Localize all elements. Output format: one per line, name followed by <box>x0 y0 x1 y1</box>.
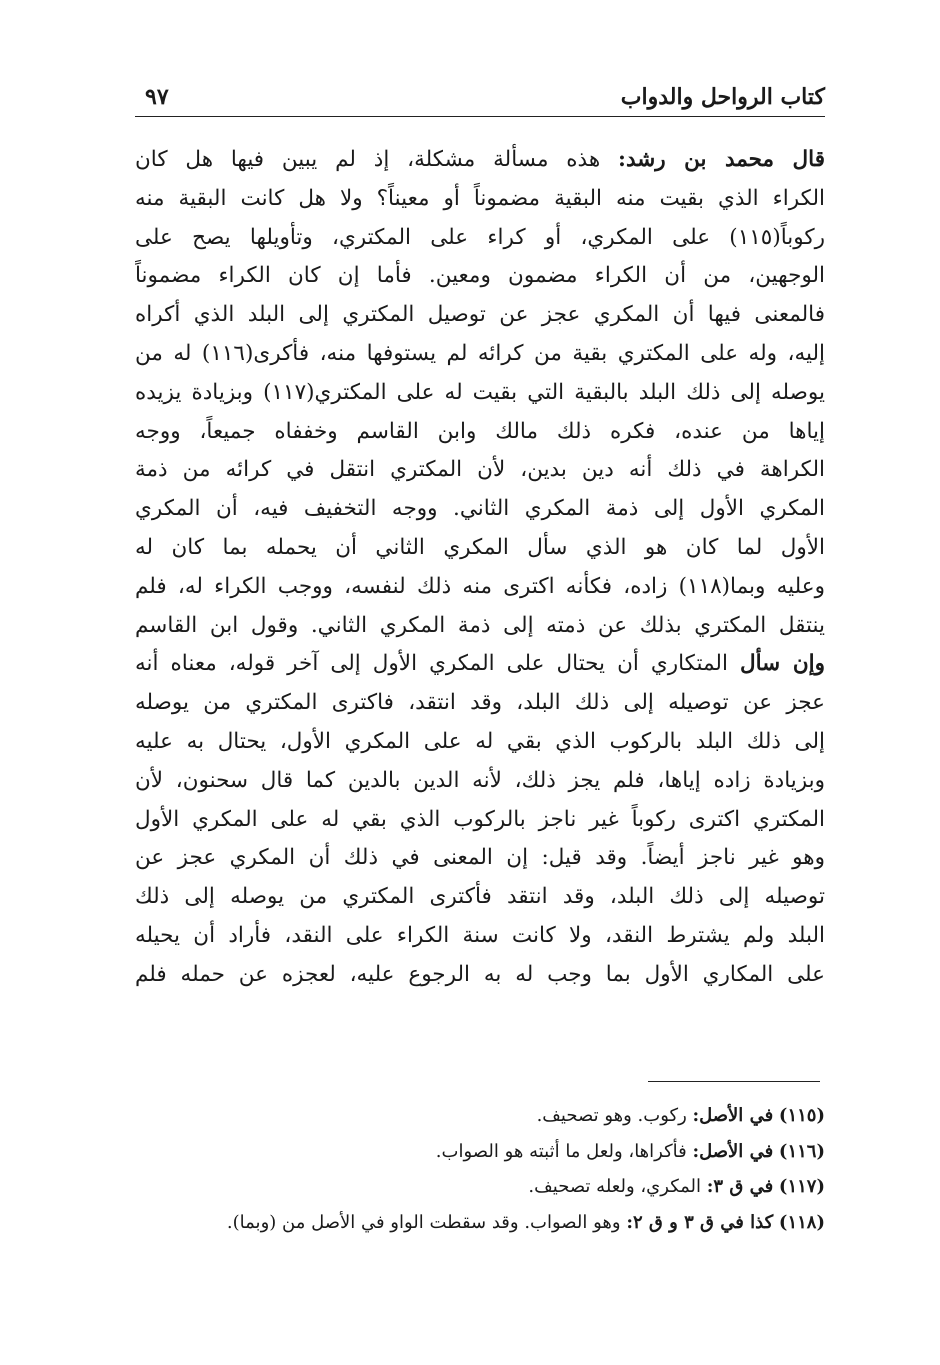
page-number: ٩٧ <box>145 84 169 110</box>
text-line: يوصله إلى ذلك البلد بالبقية التي بقيت له على المكتري(١١٧) وبزيادة يزيده <box>135 379 825 405</box>
footnote-source: في الأصل: <box>692 1140 774 1162</box>
text-line: الأول لما كان هو الذي سأل المكري الثاني أن يحمله بما كان له <box>135 534 825 560</box>
footnote-text: وهو الصواب. وقد سقطت الواو في الأصل من (وبما). <box>226 1211 627 1233</box>
footnote-number: (١١٦) <box>778 1140 825 1162</box>
text-line: المكتري اكترى ركوباً غير ناجز بالركوب الذي بقي له على المكري الأول <box>135 806 825 832</box>
text-line: عجز عن توصيله إلى ذلك البلد، وقد انتقد، فاكترى المكتري من يوصله <box>135 690 825 716</box>
text-line: ينتقل المكتري بذلك عن ذمته إلى ذمة المكري الثاني. وقول ابن القاسم <box>135 612 825 638</box>
text-line: وهو غير ناجز أيضاً. وقد قيل: إن المعنى في ذلك أن المكري عجز عن <box>135 845 825 871</box>
main-text <box>135 141 825 995</box>
text-line: وبزيادة زاده إياها، فلم يجز ذلك، لأنه الدين بالدين كما قال سحنون، لأن <box>135 767 825 793</box>
footnote-number: (١١٨) <box>778 1211 825 1233</box>
text-line: الوجهين، من أن الكراء مضمون ومعين. فأما إن كان الكراء مضموناً <box>135 263 825 289</box>
text-line: إياها من عنده، فكره ذلك مالك وابن القاسم وخففاه جميعاً، ووجه <box>135 418 825 444</box>
header-divider <box>135 116 825 117</box>
text-line: الكراهة في ذلك أنه دين بدين، لأن المكتري انتقل في كرائه من ذمة <box>135 457 825 483</box>
footnote-text: فأكراها، ولعل ما أثبته هو الصواب. <box>435 1140 693 1162</box>
text-line: المكري الأول إلى ذمة المكري الثاني. ووجه التخفيف فيه، أن المكري <box>135 496 825 522</box>
text-line: قال محمد بن رشد: هذه مسألة مشكلة، إذ لم يبين فيها هل كان <box>135 147 825 172</box>
text-line: الكراء الذي بقيت منه البقية مضموناً أو معيناً؟ ولا هل كانت البقية منه <box>135 185 825 211</box>
running-header-title: كتاب الرواحل والدواب <box>620 84 825 110</box>
footnote-number: (١١٥) <box>778 1105 825 1126</box>
footnote <box>135 1098 825 1134</box>
running-header <box>135 82 825 116</box>
footnote-text: ركوب. وهو تصحيف. <box>536 1105 693 1126</box>
text-line: إلى ذلك البلد بالركوب الذي بقي له على المكري الأول، يحتال به عليه <box>135 728 825 754</box>
text-line: فالمعنى فيها أن المكري عجز عن توصيل المكتري إلى البلد الذي أكراه <box>135 302 825 328</box>
footnote-text: المكري، ولعله تصحيف. <box>528 1176 707 1197</box>
footnote <box>135 1205 825 1241</box>
text-line: البلد ولم يشترط النقد، ولا كانت سنة الكراء على النقد، فأراد أن يحيله <box>135 922 825 948</box>
footnote-divider <box>648 1081 820 1082</box>
text-line: على المكاري الأول بما وجب له به الرجوع عليه، لعجزه عن حمله فلم <box>135 961 825 987</box>
text-line: إليه، وله على المكتري بقية من كرائه لم يستوفها منه، فأكرى(١١٦) له من <box>135 340 825 366</box>
footnote-number: (١١٧) <box>778 1176 825 1197</box>
footnote <box>135 1169 825 1205</box>
footnote-source: في الأصل: <box>692 1105 774 1126</box>
footnote-source: كذا في ق ٣ و ق ٢: <box>626 1211 774 1233</box>
footnotes <box>135 1098 825 1240</box>
text-line: وعليه وبما(١١٨) زاده، فكأنه اكترى منه ذلك لنفسه، ووجب الكراء له، فلم <box>135 573 825 599</box>
footnote <box>135 1134 825 1170</box>
text-line: ركوباً(١١٥) على المكري، أو كراء على المكتري، وتأويلها يصح على <box>135 224 825 250</box>
footnote-source: في ق ٣: <box>706 1176 774 1197</box>
text-line: توصيله إلى ذلك البلد، وقد انتقد فأكترى المكتري من يوصله إلى ذلك <box>135 884 825 910</box>
text-line: وإن سأل المتكاري أن يحتال على المكري الأول إلى آخر قوله، معناه أنه <box>135 651 825 677</box>
